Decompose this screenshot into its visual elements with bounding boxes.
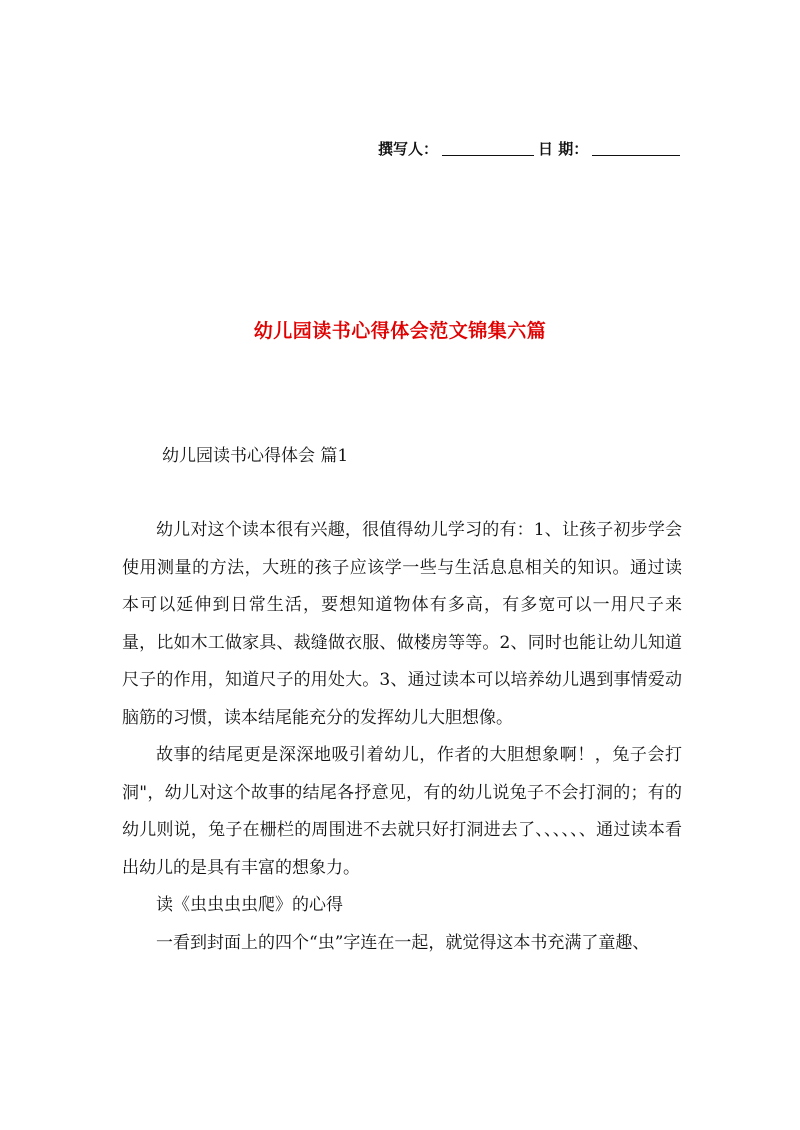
section-heading: 幼儿园读书心得体会 篇1	[162, 446, 349, 466]
date-blank	[592, 141, 680, 156]
paragraph: 一看到封面上的四个“虫”字连在一起，就觉得这本书充满了童趣、	[156, 932, 650, 953]
subheading: 读《虫虫虫虫爬》的心得	[156, 895, 343, 915]
author-label: 撰写人：	[378, 140, 439, 158]
paragraph: 幼儿对这个读本很有兴趣，很值得幼儿学习的有：1、让孩子初步学会使用测量的方法，大班的孩子应该学一些与生活息息相关的知识。通过读本可以延伸到日常生活，要想知道物体有多高，有多宽可以一用尺子来量，比如木工做家具、裁缝做衣服、做楼房等等。2、同时也能让幼儿知道尺子的作用，知道尺子的用处大。3、通过读本可以培养幼儿遇到事情爱动脑筋的习惯，读本结尾能充分的发挥幼儿大胆想像。	[122, 520, 682, 728]
body-text	[122, 512, 682, 962]
date-label: 日 期：	[538, 140, 589, 158]
author-date-line	[378, 138, 684, 159]
paragraph: 故事的结尾更是深深地吸引着幼儿，作者的大胆想象啊！，兔子会打洞"，幼儿对这个故事的结尾各抒意见，有的幼儿说兔子不会打洞的；有的幼儿则说，兔子在栅栏的周围进不去就只好打洞进去了、、、、、、通过读本看出幼儿的是具有丰富的想象力。	[122, 745, 682, 878]
document-title: 幼儿园读书心得体会范文锦集六篇	[253, 320, 547, 342]
author-blank	[442, 141, 534, 156]
